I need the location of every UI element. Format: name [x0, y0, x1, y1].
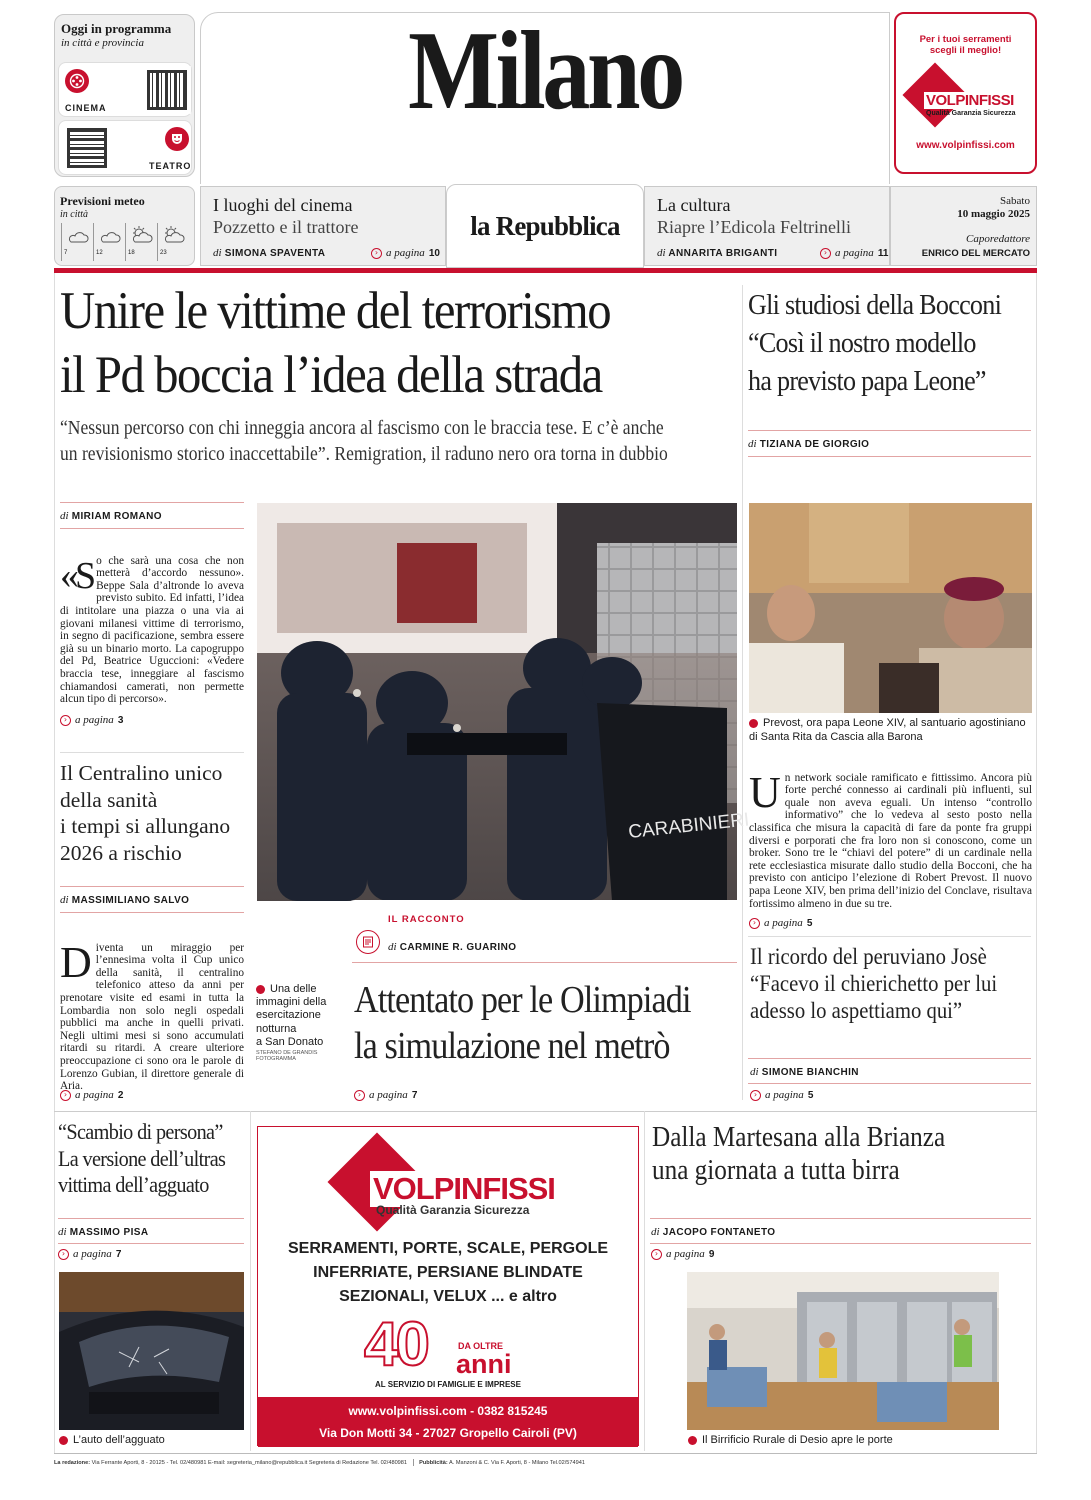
repubblica-logo: la Repubblica	[470, 211, 620, 241]
racconto-byline	[388, 941, 516, 953]
footer	[54, 1459, 585, 1466]
centralino-body	[60, 929, 244, 1093]
centralino-pagelink[interactable]	[60, 1089, 123, 1101]
footer-text: A. Manzoni & C. Via F. Aporti, 8 - Milano Tel.02/574941	[448, 1459, 585, 1466]
cloud-icon	[98, 225, 122, 245]
lead-rule-2	[60, 528, 244, 529]
date-editor: ENRICO DEL MERCATO	[921, 248, 1030, 259]
lead-rule	[60, 502, 244, 503]
frame-right	[1036, 273, 1037, 1453]
page-number: 9	[708, 1248, 715, 1260]
ad-center-tagline: Qualità Garanzia Sicurezza	[376, 1203, 530, 1217]
apag-label: a pagina	[765, 1089, 804, 1101]
peruviano-top-rule	[748, 936, 1031, 937]
racconto-kicker: IL RACCONTO	[388, 914, 465, 925]
meteo-title: Previsioni meteo	[60, 194, 145, 208]
scambio-h3: vittima dell’agguato	[58, 1172, 209, 1197]
forecast-temp: 23	[160, 250, 167, 256]
arrow-right-icon: ›	[60, 1090, 71, 1101]
cultura-subtitle: Riapre l’Edicola Feltrinelli	[657, 217, 851, 237]
footer-label: Pubblicità:	[419, 1459, 448, 1466]
bocconi-text: n network sociale ramificato e fittissimo. Ancora più forte perché connesso ai cardinali più influenti, sul quale non aveva eguali. Un intenso “controllo informativo” che lo vedeva al sesto posto nella classifica che misura la capacità di fare da ponte fra gruppi diversi e porporati che fra loro non si conoscono, come un broker. Sono tre le “chiavi del potere” di un cardinale nella rete ecclesiastica misurate dallo studio della Bocconi, che ha previsto con anticipo l’elezione di Robert Prevost. Il nuovo papa Leone XIV, ben prima dell’inizio del Conclave, risultava fortissimo almeno in due su tre.	[749, 771, 1032, 910]
sun-cloud-icon	[162, 225, 186, 245]
ad-top-tagline: Qualità Garanzia Sicurezza	[926, 110, 1016, 117]
teatro-label: TEATRO	[149, 161, 192, 171]
scambio-rule	[58, 1218, 244, 1219]
cinema-tile[interactable]	[58, 62, 192, 117]
forecast-slot	[93, 223, 125, 261]
bocconi-dropcap: U	[749, 767, 781, 817]
peruviano-headline[interactable]	[750, 943, 997, 1024]
by-label: di	[651, 1226, 660, 1238]
lead-byline	[60, 510, 162, 522]
date-role: Caporedattore	[966, 233, 1030, 245]
by-label: di	[58, 1226, 67, 1238]
arrow-right-icon: ›	[651, 1249, 662, 1260]
cultura-title: La cultura	[657, 195, 731, 215]
footer-label: La redazione:	[54, 1459, 91, 1466]
centralino-text: iventa un miraggio per l’ennesima volta il Cup unico della sanità, il centralino telefonico atteso da anni per prenotare visite ed esami in tutta la Lombardia non solo negli ospedali pubblici ma anche in quelli privati. Negli ultimi mesi si sono accumulati ritardi su ritardi. A creare ulteriore preoccupazione ci sono ora le parole di Lorenzo Gubian, il direttore generale di Aria.	[60, 941, 244, 1093]
by-label: di	[213, 247, 222, 259]
frame-left	[54, 273, 55, 1453]
cultura-box[interactable]	[644, 186, 890, 266]
apag-label: a pagina	[73, 1248, 112, 1260]
pope-caption	[749, 717, 1032, 744]
peruviano-pagelink[interactable]	[750, 1089, 813, 1101]
caption-bullet-icon	[256, 985, 265, 994]
author-name: SIMONA SPAVENTA	[224, 248, 326, 259]
birra-headline[interactable]	[652, 1121, 945, 1187]
author-name: MASSIMILIANO SALVO	[71, 895, 190, 906]
scambio-rule-2	[58, 1243, 244, 1244]
ad-top-line2: scegli il meglio!	[929, 45, 1002, 56]
caption-bullet-icon	[749, 719, 758, 728]
by-label: di	[388, 941, 397, 953]
author-name: MIRIAM ROMANO	[71, 511, 162, 522]
apag-label: a pagina	[369, 1089, 408, 1101]
lead-pagelink[interactable]	[60, 714, 123, 726]
pope-photo	[749, 503, 1032, 713]
date-box	[890, 186, 1037, 266]
arrow-right-icon: ›	[60, 715, 71, 726]
col-divider-right	[742, 285, 743, 1100]
main-photo-caption	[256, 983, 346, 1062]
bocconi-h3: ha previsto papa Leone”	[748, 365, 986, 397]
apag-label: a pagina	[386, 247, 425, 259]
apag-label: a pagina	[75, 1089, 114, 1101]
brewery-caption	[688, 1434, 893, 1446]
lead-deck-1: “Nessun percorso con chi inneggia ancora al fascismo con le braccia tese. E c’è anche	[60, 418, 664, 439]
footer-text: Via Ferrante Aporti, 8 - 20125 - Tel. 02/480981 E-mail: segreteria_milano@repubblica.it Segreteria di Redazione Tel. 02/480981	[91, 1459, 408, 1466]
caption-line: esercitazione	[256, 1009, 321, 1022]
lead-dropcap: «S	[60, 554, 93, 597]
centralino-rule-2	[60, 912, 244, 913]
bocconi-h1: Gli studiosi della Bocconi	[748, 289, 1002, 321]
programma-title: Oggi in programma	[61, 21, 172, 36]
page-number: 7	[411, 1089, 418, 1101]
lead-headline-1[interactable]: Unire le vittime del terrorismo	[60, 282, 611, 340]
ad-top-url[interactable]: www.volpinfissi.com	[916, 140, 1015, 151]
centralino-h1: Il Centralino unico	[60, 761, 223, 785]
masthead-title: Milano	[408, 9, 682, 133]
birra-byline	[651, 1226, 775, 1238]
ad-center-da-oltre: DA OLTRE	[458, 1341, 503, 1351]
page-number: 7	[115, 1248, 122, 1260]
moon-cloud-icon	[66, 225, 90, 245]
scambio-byline	[58, 1226, 148, 1238]
centralino-dropcap: D	[60, 937, 92, 987]
theatre-mask-icon	[165, 127, 189, 151]
caption-line: immagini della	[256, 996, 327, 1009]
by-label: di	[748, 438, 757, 450]
bottom-col-divider-1	[250, 1111, 251, 1451]
centralino-rule	[60, 886, 244, 887]
lead-text: o che sarà una cosa che non metterà d’accordo nessuno». Beppe Sala d’altronde lo aveva previsto subito. Ed infatti, l’idea di intitolare una piazza o una via ai giovani milanesi vittime di terrorismo, in segno di pacificazione, sembra essere già su un binario morto. La capogruppo del Pd, Beatrice Uguccioni: «Vedere braccia tese, inneggiare al fascismo chiamandosi camerati, non permette alcun tipo di percorso».	[60, 554, 244, 706]
apag-label: a pagina	[764, 917, 803, 929]
car-photo	[59, 1272, 244, 1430]
cinema-qr-icon[interactable]	[143, 66, 191, 114]
cultura-pagelink[interactable]	[820, 247, 888, 259]
teatro-qr-icon[interactable]	[63, 124, 111, 172]
author-name: JACOPO FONTANETO	[662, 1227, 776, 1238]
forecast-temp: 7	[64, 250, 68, 256]
bocconi-rule	[748, 430, 1031, 431]
ad-top-line1: Per i tuoi serramenti	[919, 34, 1012, 45]
author-name: ANNARITA BRIGANTI	[668, 248, 778, 259]
author-name: MASSIMO PISA	[69, 1227, 149, 1238]
meteo-subtitle: in città	[60, 209, 89, 220]
forecast-slot	[61, 223, 93, 261]
footer-rule	[54, 1453, 1037, 1454]
apag-label: a pagina	[666, 1248, 705, 1260]
brewery-photo	[687, 1272, 999, 1430]
scambio-headline[interactable]	[58, 1119, 225, 1199]
cinema-feature-byline	[213, 247, 325, 259]
ad-center-line1: SERRAMENTI, PORTE, SCALE, PERGOLE	[287, 1240, 609, 1257]
lead-deck-2: un revisionismo storico inaccettabile”. Remigration, il raduno nero ora torna in dubbio	[60, 444, 668, 465]
lead-headline-2[interactable]: il Pd boccia l’idea della strada	[60, 346, 602, 404]
car-caption	[59, 1434, 165, 1446]
lead-body	[60, 542, 244, 706]
photo-credit: FOTOGRAMMA	[256, 1056, 296, 1063]
caption-bullet-icon	[59, 1436, 68, 1445]
centralino-h3: i tempi si allungano	[60, 814, 231, 838]
programma-subtitle: in città e provincia	[61, 37, 144, 49]
birra-rule-2	[650, 1243, 1031, 1244]
arrow-right-icon: ›	[354, 1090, 365, 1101]
caption-line: a San Donato	[256, 1035, 324, 1048]
main-photo	[257, 503, 751, 901]
arrow-right-icon: ›	[58, 1249, 69, 1260]
racconto-headline-1[interactable]: Attentato per le Olimpiadi	[354, 979, 691, 1021]
by-label: di	[60, 894, 69, 906]
centralino-byline	[60, 894, 189, 906]
cinema-feature-box[interactable]	[200, 186, 446, 266]
bocconi-body	[749, 759, 1032, 910]
date-date: 10 maggio 2025	[957, 208, 1030, 220]
teatro-tile[interactable]	[58, 120, 192, 175]
author-name: TIZIANA DE GIORGIO	[759, 439, 870, 450]
cinema-label: CINEMA	[65, 103, 107, 113]
arrow-right-icon: ›	[749, 918, 760, 929]
bocconi-pagelink[interactable]	[749, 917, 812, 929]
scambio-pagelink[interactable]	[58, 1248, 121, 1260]
ad-center-big-number: 40	[364, 1310, 427, 1379]
author-name: SIMONE BIANCHIN	[761, 1067, 859, 1078]
bottom-col-divider-2	[644, 1111, 645, 1451]
by-label: di	[60, 510, 69, 522]
ad-center-line2: INFERRIATE, PERSIANE BLINDATE	[313, 1264, 583, 1281]
forecast-slot	[157, 223, 189, 261]
centralino-top-rule	[60, 752, 244, 753]
birra-h1: Dalla Martesana alla Brianza	[652, 1122, 946, 1153]
centralino-h4: 2026 a rischio	[60, 840, 182, 865]
cinema-feature-title: I luoghi del cinema	[213, 195, 353, 215]
ad-center-brand: VOLPINFISSI	[370, 1171, 558, 1207]
apag-label: a pagina	[835, 247, 874, 259]
bocconi-h2: “Così il nostro modello	[748, 327, 976, 359]
meteo-forecast	[61, 223, 191, 261]
page-number: 2	[117, 1089, 124, 1101]
forecast-slot	[125, 223, 157, 261]
peruviano-rule	[748, 1058, 1031, 1059]
author-name: CARMINE R. GUARINO	[399, 942, 517, 953]
page-number: 5	[807, 1089, 814, 1101]
ad-top-brand: VOLPINFISSI	[926, 92, 1014, 109]
page-number: 10	[428, 247, 440, 259]
ad-center-line3: SEZIONALI, VELUX ... e altro	[339, 1288, 557, 1305]
bocconi-byline	[748, 438, 869, 450]
centralino-headline[interactable]	[60, 760, 230, 866]
by-label: di	[657, 247, 666, 259]
by-label: di	[750, 1066, 759, 1078]
apag-label: a pagina	[75, 714, 114, 726]
racconto-rule	[352, 962, 737, 963]
meteo-box	[54, 186, 195, 266]
arrow-right-icon: ›	[750, 1090, 761, 1101]
peruviano-byline	[750, 1066, 859, 1078]
cultura-byline	[657, 247, 777, 259]
caption-text: Il Birrificio Rurale di Desio apre le porte	[702, 1434, 893, 1446]
caption-text: Prevost, ora papa Leone XIV, al santuario agostiniano di Santa Rita da Cascia alla Barona	[749, 717, 1026, 743]
footer-separator	[413, 1459, 414, 1466]
page-number: 5	[806, 917, 813, 929]
peruviano-h2: “Facevo il chierichetto per lui	[750, 971, 998, 996]
caption-line: Una delle	[270, 983, 317, 995]
page-number: 3	[117, 714, 124, 726]
caption-bullet-icon	[688, 1436, 697, 1445]
svg-text:CARABINIERI: CARABINIERI	[627, 809, 751, 843]
scambio-h1: “Scambio di persona”	[58, 1119, 223, 1144]
caption-text: L’auto dell’agguato	[73, 1434, 165, 1446]
ad-center-anni: anni	[456, 1349, 512, 1379]
sun-cloud-icon	[130, 225, 154, 245]
birra-h2: una giornata a tutta birra	[652, 1155, 900, 1186]
ad-center[interactable]	[257, 1126, 639, 1446]
ad-center-footer	[258, 1397, 638, 1447]
date-day: Sabato	[1000, 195, 1030, 207]
bocconi-rule-2	[748, 456, 1031, 457]
cinema-feature-pagelink[interactable]	[371, 247, 440, 259]
ad-center-contact[interactable]: www.volpinfissi.com - 0382 815245	[348, 1404, 548, 1418]
ad-center-servizio: AL SERVIZIO DI FAMIGLIE E IMPRESE	[375, 1380, 521, 1389]
ad-center-address: Via Don Motti 34 - 27027 Gropello Cairoli (PV)	[319, 1426, 577, 1440]
forecast-temp: 18	[128, 250, 135, 256]
bocconi-headline[interactable]	[748, 286, 1001, 400]
centralino-h2: della sanità	[60, 787, 158, 812]
peruviano-rule-2	[748, 1083, 1031, 1084]
birra-pagelink[interactable]	[651, 1248, 714, 1260]
racconto-pagelink[interactable]	[354, 1089, 417, 1101]
bottom-divider	[54, 1111, 1037, 1112]
peruviano-h1: Il ricordo del peruviano Josè	[750, 944, 987, 969]
racconto-headline-2[interactable]: la simulazione nel metrò	[354, 1025, 670, 1067]
peruviano-h3: adesso lo aspettiamo qui”	[750, 998, 963, 1023]
film-reel-icon	[65, 69, 89, 93]
document-icon	[356, 930, 380, 954]
ad-top[interactable]	[894, 12, 1037, 174]
page-number: 11	[877, 247, 889, 259]
forecast-temp: 12	[96, 250, 103, 256]
arrow-right-icon: ›	[371, 248, 382, 259]
repubblica-box	[446, 184, 644, 268]
caption-line: notturna	[256, 1022, 297, 1035]
arrow-right-icon: ›	[820, 248, 831, 259]
programma-box	[54, 14, 195, 177]
scambio-h2: La versione dell’ultras	[58, 1145, 226, 1171]
cinema-feature-subtitle: Pozzetto e il trattore	[213, 217, 359, 237]
photo-credit: STEFANO DE GRANDIS	[256, 1050, 318, 1057]
accent-rule	[54, 268, 1037, 273]
birra-rule	[650, 1218, 1031, 1219]
